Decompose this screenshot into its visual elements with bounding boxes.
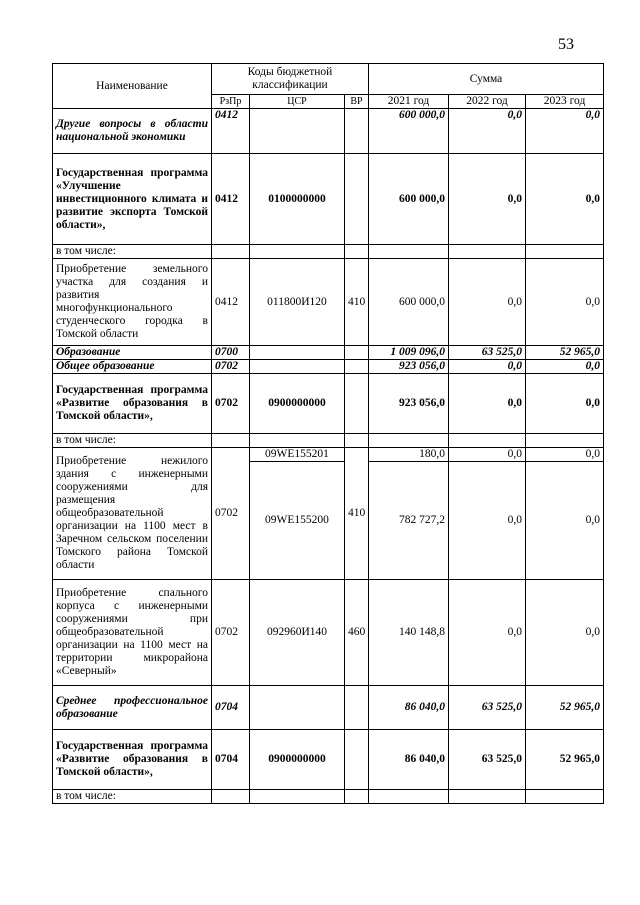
header-2023: 2023 год [526, 95, 604, 109]
row-csr [250, 109, 345, 154]
row-2022: 0,0 [449, 374, 526, 434]
row-2023: 0,0 [526, 259, 604, 346]
table-row [53, 448, 604, 462]
row-name: Государственная программа «Улучшение инвестиционного климата и развитие экспорта Томской области», [53, 154, 212, 245]
row-2023: 52 965,0 [526, 730, 604, 790]
table-row [53, 360, 604, 374]
header-row [53, 64, 604, 95]
row-2021: 600 000,0 [369, 109, 449, 154]
row-rzpr: 0412 [212, 154, 250, 245]
row-rzpr: 0702 [212, 580, 250, 686]
row-2022: 63 525,0 [449, 346, 526, 360]
row-name: Другие вопросы в области национальной экономики [53, 109, 212, 154]
page-number: 53 [558, 36, 574, 53]
row-rzpr: 0702 [212, 360, 250, 374]
row-name: Приобретение земельного участка для создания и развития многофункционального студенческого городка в Томской области [53, 259, 212, 346]
row-csr [250, 686, 345, 730]
table-row [53, 154, 604, 245]
row-vr: 460 [345, 580, 369, 686]
header-codes: Коды бюджетной классификации [212, 64, 369, 95]
row-csr [250, 346, 345, 360]
row-csr: 09WE155201 [250, 448, 345, 462]
row-vr [345, 686, 369, 730]
row-vr [345, 109, 369, 154]
row-vr: 410 [345, 259, 369, 346]
row-name: Государственная программа «Развитие образования в Томской области», [53, 374, 212, 434]
row-2022: 63 525,0 [449, 730, 526, 790]
row-2022: 0,0 [449, 154, 526, 245]
row-2022: 0,0 [449, 580, 526, 686]
row-2022: 0,0 [449, 462, 526, 580]
row-csr: 092960И140 [250, 580, 345, 686]
header-name: Наименование [53, 64, 212, 109]
row-name: в том числе: [53, 434, 212, 448]
row-rzpr: 0412 [212, 109, 250, 154]
row-2023: 0,0 [526, 374, 604, 434]
row-name: Государственная программа «Развитие образования в Томской области», [53, 730, 212, 790]
row-name: Образование [53, 346, 212, 360]
row-name: Приобретение нежилого здания с инженерными сооружениями для размещения общеобразовательной организации на 1100 мест в Заречном сельском поселении Томского района Томской области [53, 448, 212, 580]
row-csr: 0900000000 [250, 374, 345, 434]
row-2023: 0,0 [526, 448, 604, 462]
row-2023: 0,0 [526, 580, 604, 686]
row-2021: 86 040,0 [369, 686, 449, 730]
row-2023: 0,0 [526, 109, 604, 154]
row-2022: 63 525,0 [449, 686, 526, 730]
header-sum: Сумма [369, 64, 604, 95]
row-csr: 0900000000 [250, 730, 345, 790]
table-row [53, 109, 604, 154]
row-csr: 09WE155200 [250, 462, 345, 580]
row-rzpr: 0700 [212, 346, 250, 360]
header-rzpr: РзПр [212, 95, 250, 109]
row-2023: 0,0 [526, 462, 604, 580]
row-vr [345, 154, 369, 245]
row-2023: 0,0 [526, 360, 604, 374]
row-vr: 410 [345, 448, 369, 580]
row-csr [250, 360, 345, 374]
row-2021: 600 000,0 [369, 259, 449, 346]
header-2021: 2021 год [369, 95, 449, 109]
row-rzpr: 0702 [212, 374, 250, 434]
table-row [53, 434, 604, 448]
row-2023: 52 965,0 [526, 346, 604, 360]
row-2022: 0,0 [449, 448, 526, 462]
row-vr [345, 374, 369, 434]
row-2021: 923 056,0 [369, 374, 449, 434]
row-2021: 600 000,0 [369, 154, 449, 245]
row-rzpr: 0702 [212, 448, 250, 580]
table-row [53, 580, 604, 686]
header-vr: ВР [345, 95, 369, 109]
table-row [53, 346, 604, 360]
row-2021: 923 056,0 [369, 360, 449, 374]
row-name: в том числе: [53, 790, 212, 804]
row-rzpr: 0704 [212, 686, 250, 730]
table-row [53, 245, 604, 259]
row-2021: 86 040,0 [369, 730, 449, 790]
row-2023: 52 965,0 [526, 686, 604, 730]
table-row [53, 686, 604, 730]
row-2021: 782 727,2 [369, 462, 449, 580]
row-2022: 0,0 [449, 259, 526, 346]
row-2021: 180,0 [369, 448, 449, 462]
row-name: в том числе: [53, 245, 212, 259]
row-name: Приобретение спального корпуса с инженерными сооружениями при общеобразовательной организации на 1100 мест на территории микрорайона «Северный» [53, 580, 212, 686]
row-vr [345, 346, 369, 360]
row-rzpr: 0412 [212, 259, 250, 346]
table-row [53, 259, 604, 346]
table-row [53, 790, 604, 804]
row-csr: 0100000000 [250, 154, 345, 245]
row-name: Среднее профессиональное образование [53, 686, 212, 730]
row-2023: 0,0 [526, 154, 604, 245]
row-2022: 0,0 [449, 360, 526, 374]
table-row [53, 374, 604, 434]
row-vr [345, 360, 369, 374]
row-csr: 011800И120 [250, 259, 345, 346]
table-row [53, 730, 604, 790]
header-2022: 2022 год [449, 95, 526, 109]
row-2021: 1 009 096,0 [369, 346, 449, 360]
header-csr: ЦСР [250, 95, 345, 109]
row-vr [345, 730, 369, 790]
row-2021: 140 148,8 [369, 580, 449, 686]
budget-table [52, 63, 604, 804]
row-2022: 0,0 [449, 109, 526, 154]
row-name: Общее образование [53, 360, 212, 374]
row-rzpr: 0704 [212, 730, 250, 790]
